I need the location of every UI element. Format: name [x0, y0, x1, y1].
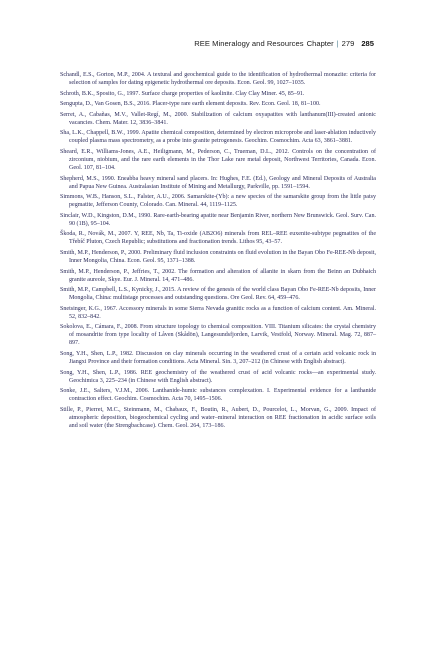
- reference-entry: Sengupta, D., Van Gosen, B.S., 2016. Placer-type rare earth element deposits. Rev. Econ. Geol. 18, 81–100.: [60, 101, 321, 108]
- reference-entry: Stille, P., Pierret, M.C., Steinmann, M., Chabaux, F., Boutin, R., Aubert, D., Pourcelot, L., Morvan, G., 2009. Impact of atmospheric deposition, biogeochemical cycling and water–mineral interaction on REE fractionation in acidic surface soils and soil water (the Strengbachcase). Chem. Geol. 264, 173–186.: [60, 406, 376, 429]
- reference-entry: Simmons, W.B., Hanson, S.L., Falster, A.U., 2006. Samarskite-(Yb): a new species of the samarskite group from the little patsy pegmatite, Jefferson County, Colorado. Can. Mineral. 44, 1119–1125.: [60, 194, 376, 209]
- running-header: [0, 39, 374, 53]
- reference-entry: Smith, M.P., Henderson, P., 2000. Preliminary fluid inclusion constraints on fluid evolution in the Bayan Obo Fe-REE-Nb deposit, Inner Mongolia, China. Econ. Geol. 95, 1371–1388.: [60, 249, 376, 264]
- reference-entry: Sokolova, E., Cámara, F., 2008. From structure topology to chemical composition. VIII. Titanium silicates: the crystal chemistry of mosandrite from type locality of Låven (Skådön), Langesundsfjorden, Larvik, Vestfold, Norway. Mineral. Mag. 72, 887–897.: [60, 324, 376, 347]
- reference-entry: Sinclair, W.D., Kingston, D.M., 1990. Rare-earth-bearing apatite near Benjamin River, northern New Brunswick. Geol. Surv. Can. 90 (1B), 95–104.: [60, 212, 376, 227]
- reference-entry: Sonke, J.E., Salters, V.J.M., 2006. Lanthanide-humic substances complexation. I. Experimental evidence for a lanthanide contraction effect. Geochim. Cosmochim. Acta 70, 1495–1506.: [60, 388, 376, 403]
- chapter-label: Chapter: [306, 39, 334, 48]
- reference-entry: Schandl, E.S., Gorton, M.P., 2004. A textural and geochemical guide to the identification of hydrothermal monazite: criteria for selection of samples for dating epigenetic hydrothermal ore deposits. Econ. Geol. 99, 1027–1035.: [60, 72, 376, 86]
- reference-entry: Song, Y.H., Shen, L.P., 1986. REE geochemistry of the weathered crust of acid volcanic rocks—an experimental study. Geochimica 3, 225–234 (in Chinese with English abstract).: [60, 369, 376, 384]
- reference-list: [60, 71, 376, 432]
- reference-entry: Song, Y.H., Shen, L.P., 1982. Discussion on clay minerals occurring in the weathered crust of a certain acid volcanic rock in Jiangxi Province and their formation conditions. Acta Mineral. Sin. 3, 207–212 (in Chinese with English abstract).: [60, 350, 376, 365]
- page-number: 285: [361, 39, 374, 48]
- reference-entry: Shepherd, M.S., 1990. Eneabba heavy mineral sand placers. In: Hughes, F.E. (Ed.), Geology and Mineral Deposits of Australia and Papua New Guinea. Australasian Institute of Mining and Metallurgy, Parkville, pp. 1591–1594.: [60, 175, 376, 190]
- chapter-number: 279: [341, 39, 355, 48]
- reference-entry: Schroth, B.K., Sposito, G., 1997. Surface charge properties of kaolinite. Clay Clay Miner. 45, 85–91.: [60, 90, 305, 97]
- header-separator: |: [336, 39, 339, 48]
- reference-entry: Snetsinger, K.G., 1967. Accessory minerals in some Sierra Nevada granitic rocks as a function of calcium content. Am. Mineral. 52, 832–842.: [60, 305, 376, 320]
- reference-entry: Sheard, E.R., Williams-Jones, A.E., Heiligmann, M., Pederson, C., Trueman, D.L., 2012. Controls on the concentration of zirconium, niobium, and the rare earth elements in the Thor Lake rare metal deposit, Northwest Territories, Canada. Econ. Geol. 107, 81–104.: [60, 148, 376, 171]
- reference-entry: Smith, M.P., Campbell, L.S., Kynicky, J., 2015. A review of the genesis of the world class Bayan Obo Fe-REE-Nb deposits, Inner Mongolia, China: multistage processes and outstanding questions. Ore Geol. Rev. 64, 459–476.: [60, 287, 376, 302]
- reference-entry: Škoda, R., Novák, M., 2007. Y, REE, Nb, Ta, Ti-oxide (AB2O6) minerals from REL–REE euxenite-subtype pegmatites of the Třebíč Pluton, Czech Republic; substitutions and fractionation trends. Lithos 95, 43–57.: [60, 231, 376, 246]
- reference-entry: Serret, A., Cabañas, M.V., Vallet-Regí, M., 2000. Stabilization of calcium oxyapatites with lanthanum(III)-created anionic vacancies. Chem. Mater. 12, 3836–3841.: [60, 111, 376, 126]
- book-title: REE Mineralogy and Resources: [194, 39, 304, 48]
- reference-entry: Smith, M.P., Henderson, P., Jeffries, T., 2002. The formation and alteration of allanite in skarn from the Beinn an Dubhaich granite aureole, Skye. Eur. J. Mineral. 14, 471–486.: [60, 268, 376, 283]
- reference-entry: Sha, L.K., Chappell, B.W., 1999. Apatite chemical composition, determined by electron microprobe and laser-ablation inductively coupled plasma mass spectrometry, as a probe into granite petrogenesis. Geochim. Cosmochim. Acta 63, 3861–3881.: [60, 130, 376, 145]
